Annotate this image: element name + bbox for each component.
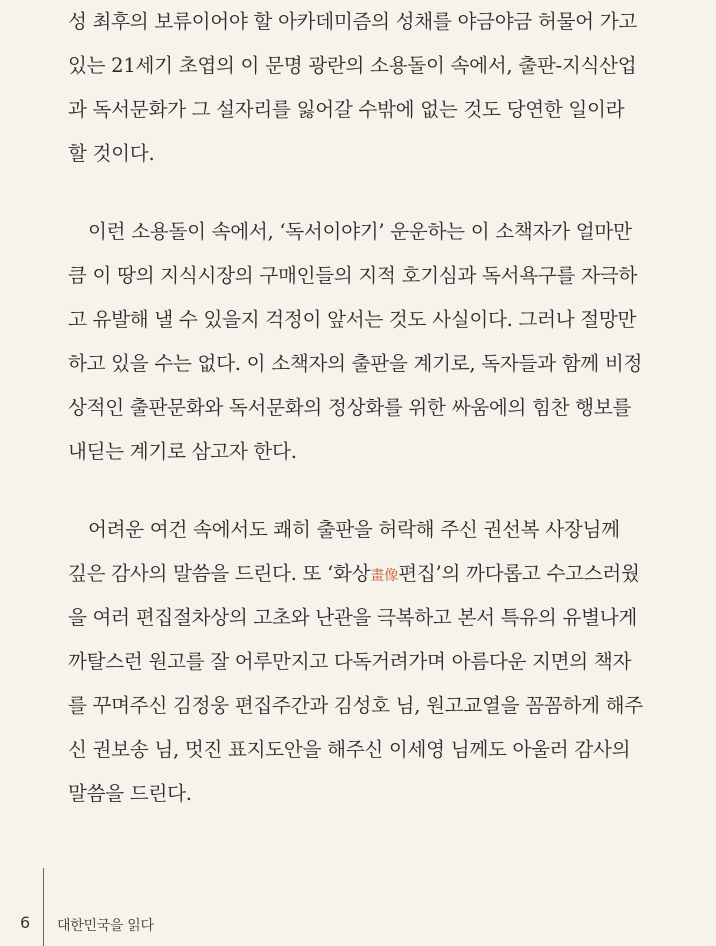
paragraph-1: [68, 0, 658, 176]
hanja-annotation: 畫像: [370, 568, 399, 584]
paragraph-line: 신 권보송 님, 멋진 표지도안을 해주신 이세영 님께도 아울러 감사의: [68, 738, 631, 761]
paragraph-line: 과 독서문화가 그 설자리를 잃어갈 수밖에 없는 것도 당연한 일이라: [68, 98, 625, 121]
paragraph-line: 를 꾸며주신 김정웅 편집주간과 김성호 님, 원고교열을 꼼꼼하게 해주: [68, 694, 643, 717]
running-footer-title: 대한민국을 읽다: [57, 918, 154, 934]
paragraph-line: 상적인 출판문화와 독서문화의 정상화를 위한 싸움에의 힘찬 행보를: [68, 396, 632, 419]
footer-divider: [43, 868, 44, 946]
paragraph-line: 까탈스런 원고를 잘 어루만지고 다독거려가며 아름다운 지면의 책자: [68, 650, 632, 673]
paragraph-line: 할 것이다.: [68, 142, 155, 165]
paragraph-line: 말씀을 드린다.: [68, 782, 192, 805]
paragraph-line: 큼 이 땅의 지식시장의 구매인들의 지적 호기심과 독서욕구를 자극하: [68, 264, 637, 287]
paragraph-line: 내딛는 계기로 삼고자 한다.: [68, 440, 297, 463]
line-text-before-hanja: 깊은 감사의 말씀을 드린다. 또 ‘화상: [68, 562, 371, 585]
paragraph-line: 어려운 여건 속에서도 쾌히 출판을 허락해 주신 권선복 사장님께: [88, 518, 620, 541]
page-number: 6: [20, 913, 31, 932]
paragraph-line: 이런 소용돌이 속에서, ‘독서이야기’ 운운하는 이 소책자가 얼마만: [88, 220, 632, 243]
paragraph-line: 고 유발해 낼 수 있을지 걱정이 앞서는 것도 사실이다. 그러나 절망만: [68, 308, 637, 331]
paragraph-3: [68, 508, 658, 816]
paragraph-line: 하고 있을 수는 없다. 이 소책자의 출판을 계기로, 독자들과 함께 비정: [68, 352, 643, 375]
paragraph-2: [68, 210, 658, 474]
paragraph-line-with-hanja: [68, 552, 658, 596]
paragraph-line: 을 여러 편집절차상의 고초와 난관을 극복하고 본서 특유의 유별나게: [68, 606, 637, 629]
paragraph-line: 있는 21세기 초엽의 이 문명 광란의 소용돌이 속에서, 출판-지식산업: [68, 54, 637, 77]
line-text-after-hanja: 편집’의 까다롭고 수고스러웠: [398, 562, 640, 585]
paragraph-line: 성 최후의 보류이어야 할 아카데미즘의 성채를 야금야금 허물어 가고: [68, 10, 637, 33]
